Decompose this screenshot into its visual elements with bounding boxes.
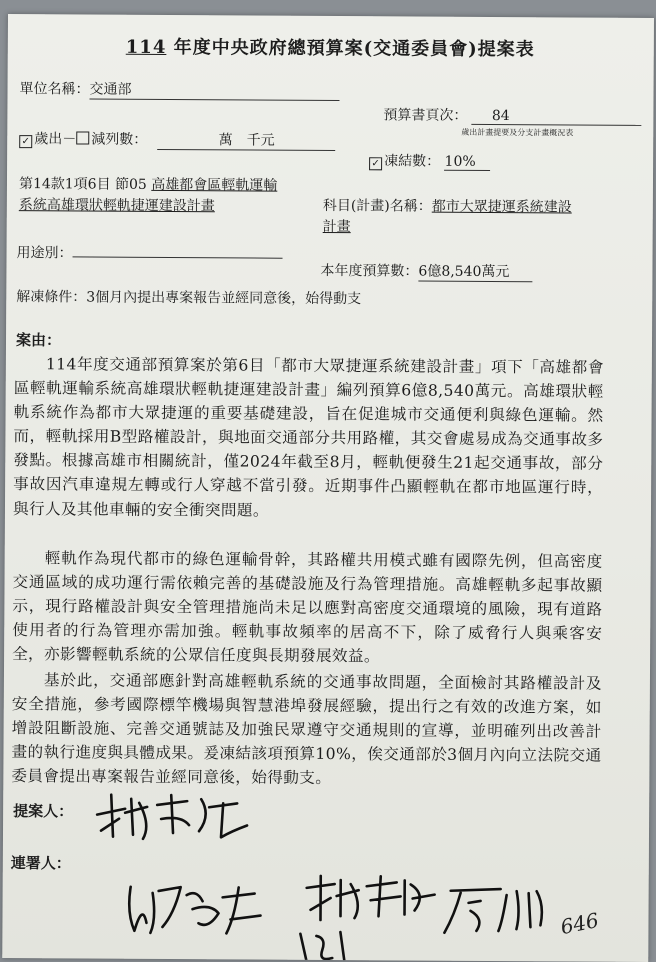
freeze-checkbox-icon: ✓ xyxy=(369,157,382,170)
unit-field xyxy=(19,78,339,101)
page-number: 646 xyxy=(558,907,601,940)
program-section: 第14款1項6目 節05 xyxy=(18,176,152,193)
cosigner-signature-4 xyxy=(292,928,372,962)
budget-page-note: 歲出計畫提要及分支計畫概況表 xyxy=(461,127,574,138)
subject-value: 都市大眾捷運系統建設計畫 xyxy=(322,198,572,236)
annual-budget-field xyxy=(320,260,532,282)
reduce-label: 減列數： xyxy=(91,131,148,148)
thaw-condition xyxy=(16,286,361,308)
thaw-label: 解凍條件： xyxy=(16,289,87,306)
purpose-value xyxy=(73,256,283,258)
reduce-checkbox-icon xyxy=(76,131,89,144)
cut-field xyxy=(19,128,336,151)
budget-page-label: 預算書頁次： xyxy=(383,107,468,124)
cosigner-signature-3 xyxy=(440,881,560,942)
proposer-label: 提案人： xyxy=(13,802,74,821)
budget-page-field xyxy=(383,104,642,126)
cosigner-label: 連署人： xyxy=(10,854,71,873)
cut-label: 歲出－ xyxy=(34,131,77,148)
title-year: 114 xyxy=(125,36,167,58)
program-name: 高雄都會區輕軌運輸系統高雄環狀輕軌捷運建設計畫 xyxy=(18,176,278,215)
unit-value: 交通部 xyxy=(89,79,339,102)
freeze-field xyxy=(369,150,491,171)
proposer-signature xyxy=(91,785,271,846)
title-text: 年度中央政府總預算案(交通委員會)提案表 xyxy=(166,36,535,61)
purpose-label: 用途別： xyxy=(16,245,73,262)
purpose-field xyxy=(16,242,282,264)
document-title xyxy=(126,33,535,61)
proposal-sheet xyxy=(2,14,654,962)
freeze-label: 凍結數： xyxy=(384,153,441,170)
budget-page-value: 84 xyxy=(472,108,642,126)
reason-paragraph-3: 基於此，交通部應針對高雄輕軌系統的交通事故問題，全面檢討其路權設計及安全措施，參考國際標竿機場與智慧港埠發展經驗，提出行之有效的改進方案，如增設阻斷設施、完善交通號誌及加強民眾遵守交通規則的宣導，並明確列出改善計畫的執行進度與具體成果。爰凍結該項預算10%，俟交通部於3個月內向立法院交通委員會提出專案報告並經同意後，始得動支。 xyxy=(11,671,602,788)
thaw-value: 3個月內提出專案報告並經同意後，始得動支 xyxy=(86,289,362,308)
annual-budget-label: 本年度預算數： xyxy=(320,262,419,280)
reason-heading: 案由： xyxy=(15,331,62,350)
subject-label: 科目(計畫)名稱： xyxy=(322,197,432,215)
reason-paragraph-1: 114年度交通部預算案於第6目「都市大眾捷運系統建設計畫」項下「高雄都會區輕軌運輸系統高雄環狀輕軌捷運建設計畫」編列預算6億8,540萬元。高雄環狀輕軌系統作為都市大眾捷運的重要基礎建設，旨在促進城市交通便利與綠色運輸。然而，輕軌採用B型路權設計，與地面交通部分共用路權，其交會處易成為交通事故多發點。根據高雄市相關統計，僅2024年截至8月，輕軌便發生21起交通事故，部分事故因汽車違規左轉或行人穿越不當引發。近期事件凸顯輕軌在都市地區運行時，與行人及其他車輛的安全衝突問題。 xyxy=(12,355,604,520)
cosigner-signature-1 xyxy=(122,873,272,944)
freeze-value: 10% xyxy=(445,154,491,171)
unit-label: 單位名稱： xyxy=(19,81,90,98)
cosigner-signature-2 xyxy=(300,870,440,927)
annual-budget-value: 6億8,540萬元 xyxy=(418,261,532,283)
subject-field xyxy=(323,196,583,240)
program-field xyxy=(19,174,289,218)
amount-value: 萬 千元 xyxy=(158,129,336,151)
reason-paragraph-2: 輕軌作為現代都市的綠色運輸骨幹，其路權共用模式雖有國際先例，但高密度交通區域的成功運行需依賴完善的基礎設施及行為管理措施。高雄輕軌多起事故顯示，現行路權設計與安全管理措施尚未足以應對高密度交通環境的風險，現有道路使用者的行為管理亦需加強。輕軌事故頻率的居高不下，除了威脅行人與乘客安全，亦影響輕軌系統的公眾信任度與長期發展效益。 xyxy=(12,549,603,666)
cut-checkbox-icon: ✓ xyxy=(19,135,32,148)
